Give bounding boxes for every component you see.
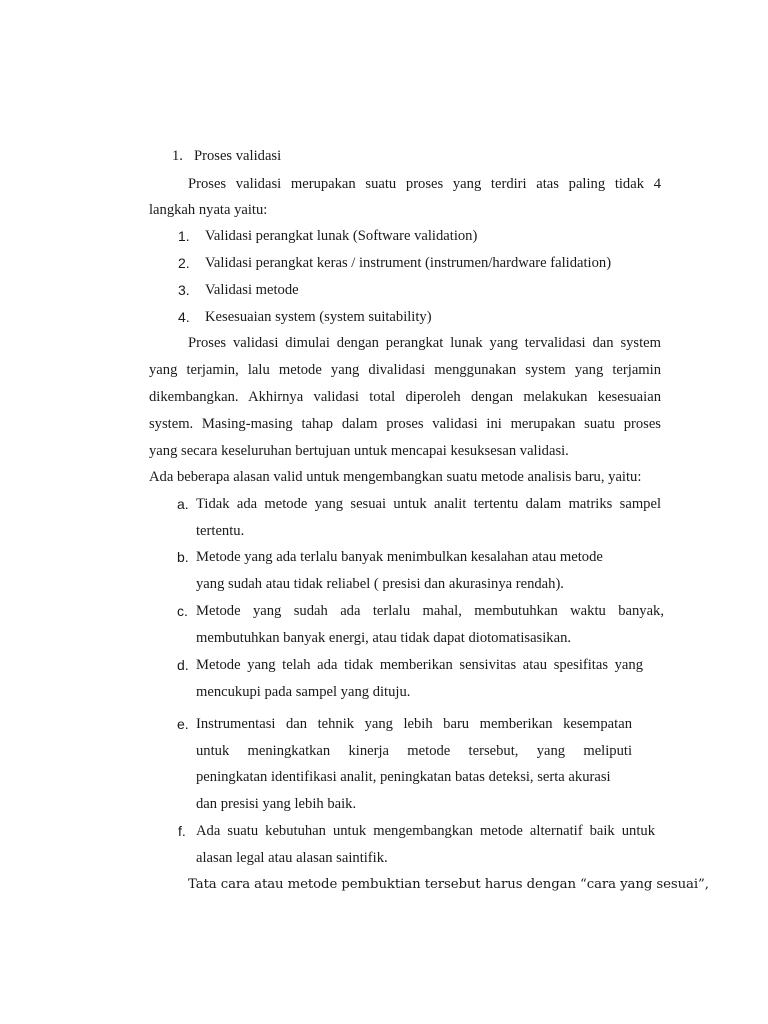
step-number: 1. bbox=[178, 228, 190, 244]
step-text: Validasi perangkat lunak (Software validation) bbox=[205, 228, 478, 244]
paragraph-line: Proses validasi dimulai dengan perangkat lunak yang tervalidasi dan system bbox=[188, 335, 661, 351]
paragraph-line: dikembangkan. Akhirnya validasi total diperoleh dengan melakukan kesesuaian bbox=[149, 389, 661, 405]
step-number: 4. bbox=[178, 309, 190, 325]
heading-title: Proses validasi bbox=[194, 148, 282, 164]
reason-letter: c. bbox=[177, 603, 188, 619]
reason-letter: b. bbox=[177, 549, 189, 565]
reason-letter: d. bbox=[177, 657, 189, 673]
step-text: Validasi perangkat keras / instrument (instrumen/hardware falidation) bbox=[205, 255, 612, 271]
reason-line: Tidak ada metode yang sesuai untuk analit tertentu dalam matriks sampel bbox=[196, 496, 661, 512]
reason-line: mencukupi pada sampel yang dituju. bbox=[196, 684, 411, 700]
intro-line-2: langkah nyata yaitu: bbox=[149, 202, 268, 218]
reason-letter: f. bbox=[178, 823, 186, 839]
step-number: 2. bbox=[178, 255, 190, 271]
reason-line: peningkatan identifikasi analit, peningkatan batas deteksi, serta akurasi bbox=[196, 769, 611, 785]
reason-line: alasan legal atau alasan saintifik. bbox=[196, 850, 388, 866]
reason-line: Instrumentasi dan tehnik yang lebih baru memberikan kesempatan bbox=[196, 716, 632, 732]
step-text: Kesesuaian system (system suitability) bbox=[205, 309, 432, 325]
reason-line: Metode yang telah ada tidak memberikan sensivitas atau spesifitas yang bbox=[196, 657, 643, 673]
reason-line: untuk meningkatkan kinerja metode tersebut, yang meliputi bbox=[196, 743, 632, 759]
reasons-intro: Ada beberapa alasan valid untuk mengembangkan suatu metode analisis baru, yaitu: bbox=[149, 469, 642, 485]
step-number: 3. bbox=[178, 282, 190, 298]
reason-line: Metode yang ada terlalu banyak menimbulkan kesalahan atau metode bbox=[196, 549, 603, 565]
paragraph-line: yang terjamin, lalu metode yang divalidasi menggunakan system yang terjamin bbox=[149, 362, 661, 378]
paragraph-line: system. Masing-masing tahap dalam proses validasi ini merupakan suatu proses bbox=[149, 416, 661, 432]
heading-number: 1. bbox=[172, 148, 183, 164]
intro-line-1: Proses validasi merupakan suatu proses yang terdiri atas paling tidak 4 bbox=[188, 176, 661, 192]
closing-line: Tata cara atau metode pembuktian tersebut harus dengan “cara yang sesuai”, bbox=[188, 877, 709, 892]
paragraph-line: yang secara keseluruhan bertujuan untuk mencapai kesuksesan validasi. bbox=[149, 443, 569, 459]
reason-letter: e. bbox=[177, 716, 189, 732]
reason-letter: a. bbox=[177, 496, 189, 512]
reason-line: yang sudah atau tidak reliabel ( presisi dan akurasinya rendah). bbox=[196, 576, 564, 592]
reason-line: membutuhkan banyak energi, atau tidak dapat diotomatisasikan. bbox=[196, 630, 572, 646]
reason-line: dan presisi yang lebih baik. bbox=[196, 796, 357, 812]
reason-line: Ada suatu kebutuhan untuk mengembangkan metode alternatif baik untuk bbox=[196, 823, 655, 839]
reason-line: Metode yang sudah ada terlalu mahal, membutuhkan waktu banyak, bbox=[196, 603, 664, 619]
reason-line: tertentu. bbox=[196, 523, 245, 539]
step-text: Validasi metode bbox=[205, 282, 299, 298]
